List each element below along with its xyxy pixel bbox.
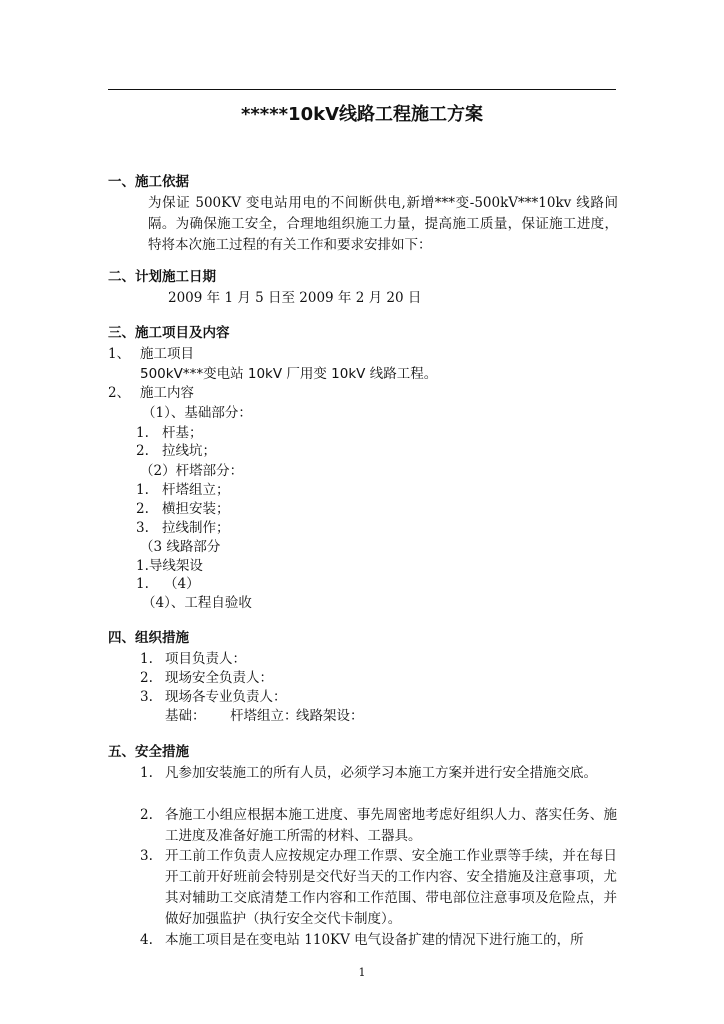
list-item: 拉线制作； [162, 520, 230, 536]
list-number: 2. [136, 501, 149, 517]
sub-heading-line: （3 线路部分 [140, 539, 221, 555]
list-number: 2. [140, 670, 153, 686]
list-number: 1、 [108, 346, 131, 362]
project-name: 500kV***变电站 10kV 厂用变 10kV 线路工程。 [140, 366, 438, 382]
list-item: 1.导线架设 [136, 558, 203, 574]
role-foundation: 基础： [165, 708, 206, 724]
list-number: 2. [140, 807, 153, 823]
list-number: 1. [136, 576, 149, 592]
section-heading-schedule: 二、计划施工日期 [108, 269, 216, 285]
basis-paragraph: 为保证 500KV 变电站用电的不间断供电,新增***变-500kV***10kv 线路间隔。为确保施工安全，合理地组织施工力量，提高施工质量，保证施工进度，特将本次施工过程的有关工作和要求安排如下： [148, 195, 618, 253]
section-heading-items: 三、施工项目及内容 [108, 325, 230, 341]
list-number: 1. [136, 482, 149, 498]
list-number: 1. [140, 651, 153, 667]
item-content-label: 施工内容 [140, 385, 194, 401]
sub-heading-tower: （2）杆塔部分： [140, 463, 244, 479]
list-item: 现场安全负责人： [165, 670, 273, 686]
document-title: *****10kV线路工程施工方案 [240, 104, 483, 125]
section-heading-safety: 五、安全措施 [108, 744, 189, 760]
section-heading-basis: 一、施工依据 [108, 174, 189, 190]
list-number: 2. [136, 443, 149, 459]
list-number: 3. [140, 689, 153, 705]
list-number: 3. [140, 848, 153, 864]
list-item: 拉线坑； [162, 443, 216, 459]
list-item: 凡参加安装施工的所有人员，必须学习本施工方案并进行安全措施交底。 [165, 765, 597, 781]
header-rule [108, 89, 616, 90]
section-heading-organization: 四、组织措施 [108, 630, 189, 646]
list-number: 2、 [108, 385, 131, 401]
list-item: 杆基； [162, 425, 203, 441]
list-item: 现场各专业负责人： [165, 689, 287, 705]
list-item: （4） [164, 576, 200, 592]
list-item: 开工前工作负责人应按规定办理工作票、安全施工作业票等手续，并在每日开工前开好班前会特别是交代好当天的工作内容、安全措施及注意事项，尤其对辅助工交底清楚工作内容和工作范围、带电部位注意事项及危险点，并做好加强监护（执行安全交代卡制度）。 [165, 848, 617, 927]
sub-heading-foundation: （1）、基础部分： [142, 405, 252, 421]
list-number: 3. [136, 520, 149, 536]
schedule-date: 2009 年 1 月 5 日至 2009 年 2 月 20 日 [168, 290, 422, 306]
list-item: 杆塔组立； [162, 482, 230, 498]
list-item: 项目负责人： [165, 651, 246, 667]
list-item: 各施工小组应根据本施工进度、事先周密地考虑好组织人力、落实任务、施工进度及准备好施工所需的材料、工器具。 [165, 807, 617, 844]
item-project-label: 施工项目 [140, 346, 194, 362]
list-item: 横担安装； [162, 501, 230, 517]
role-line: 线路架设： [296, 708, 364, 724]
list-number: 4. [140, 932, 153, 948]
role-tower: 杆塔组立： [230, 708, 298, 724]
list-item: 本施工项目是在变电站 110KV 电气设备扩建的情况下进行施工的，所 [165, 932, 584, 948]
list-number: 1. [140, 765, 153, 781]
sub-heading-acceptance: （4）、工程自验收 [142, 595, 252, 611]
page-number: 1 [358, 966, 366, 979]
list-number: 1. [136, 425, 149, 441]
